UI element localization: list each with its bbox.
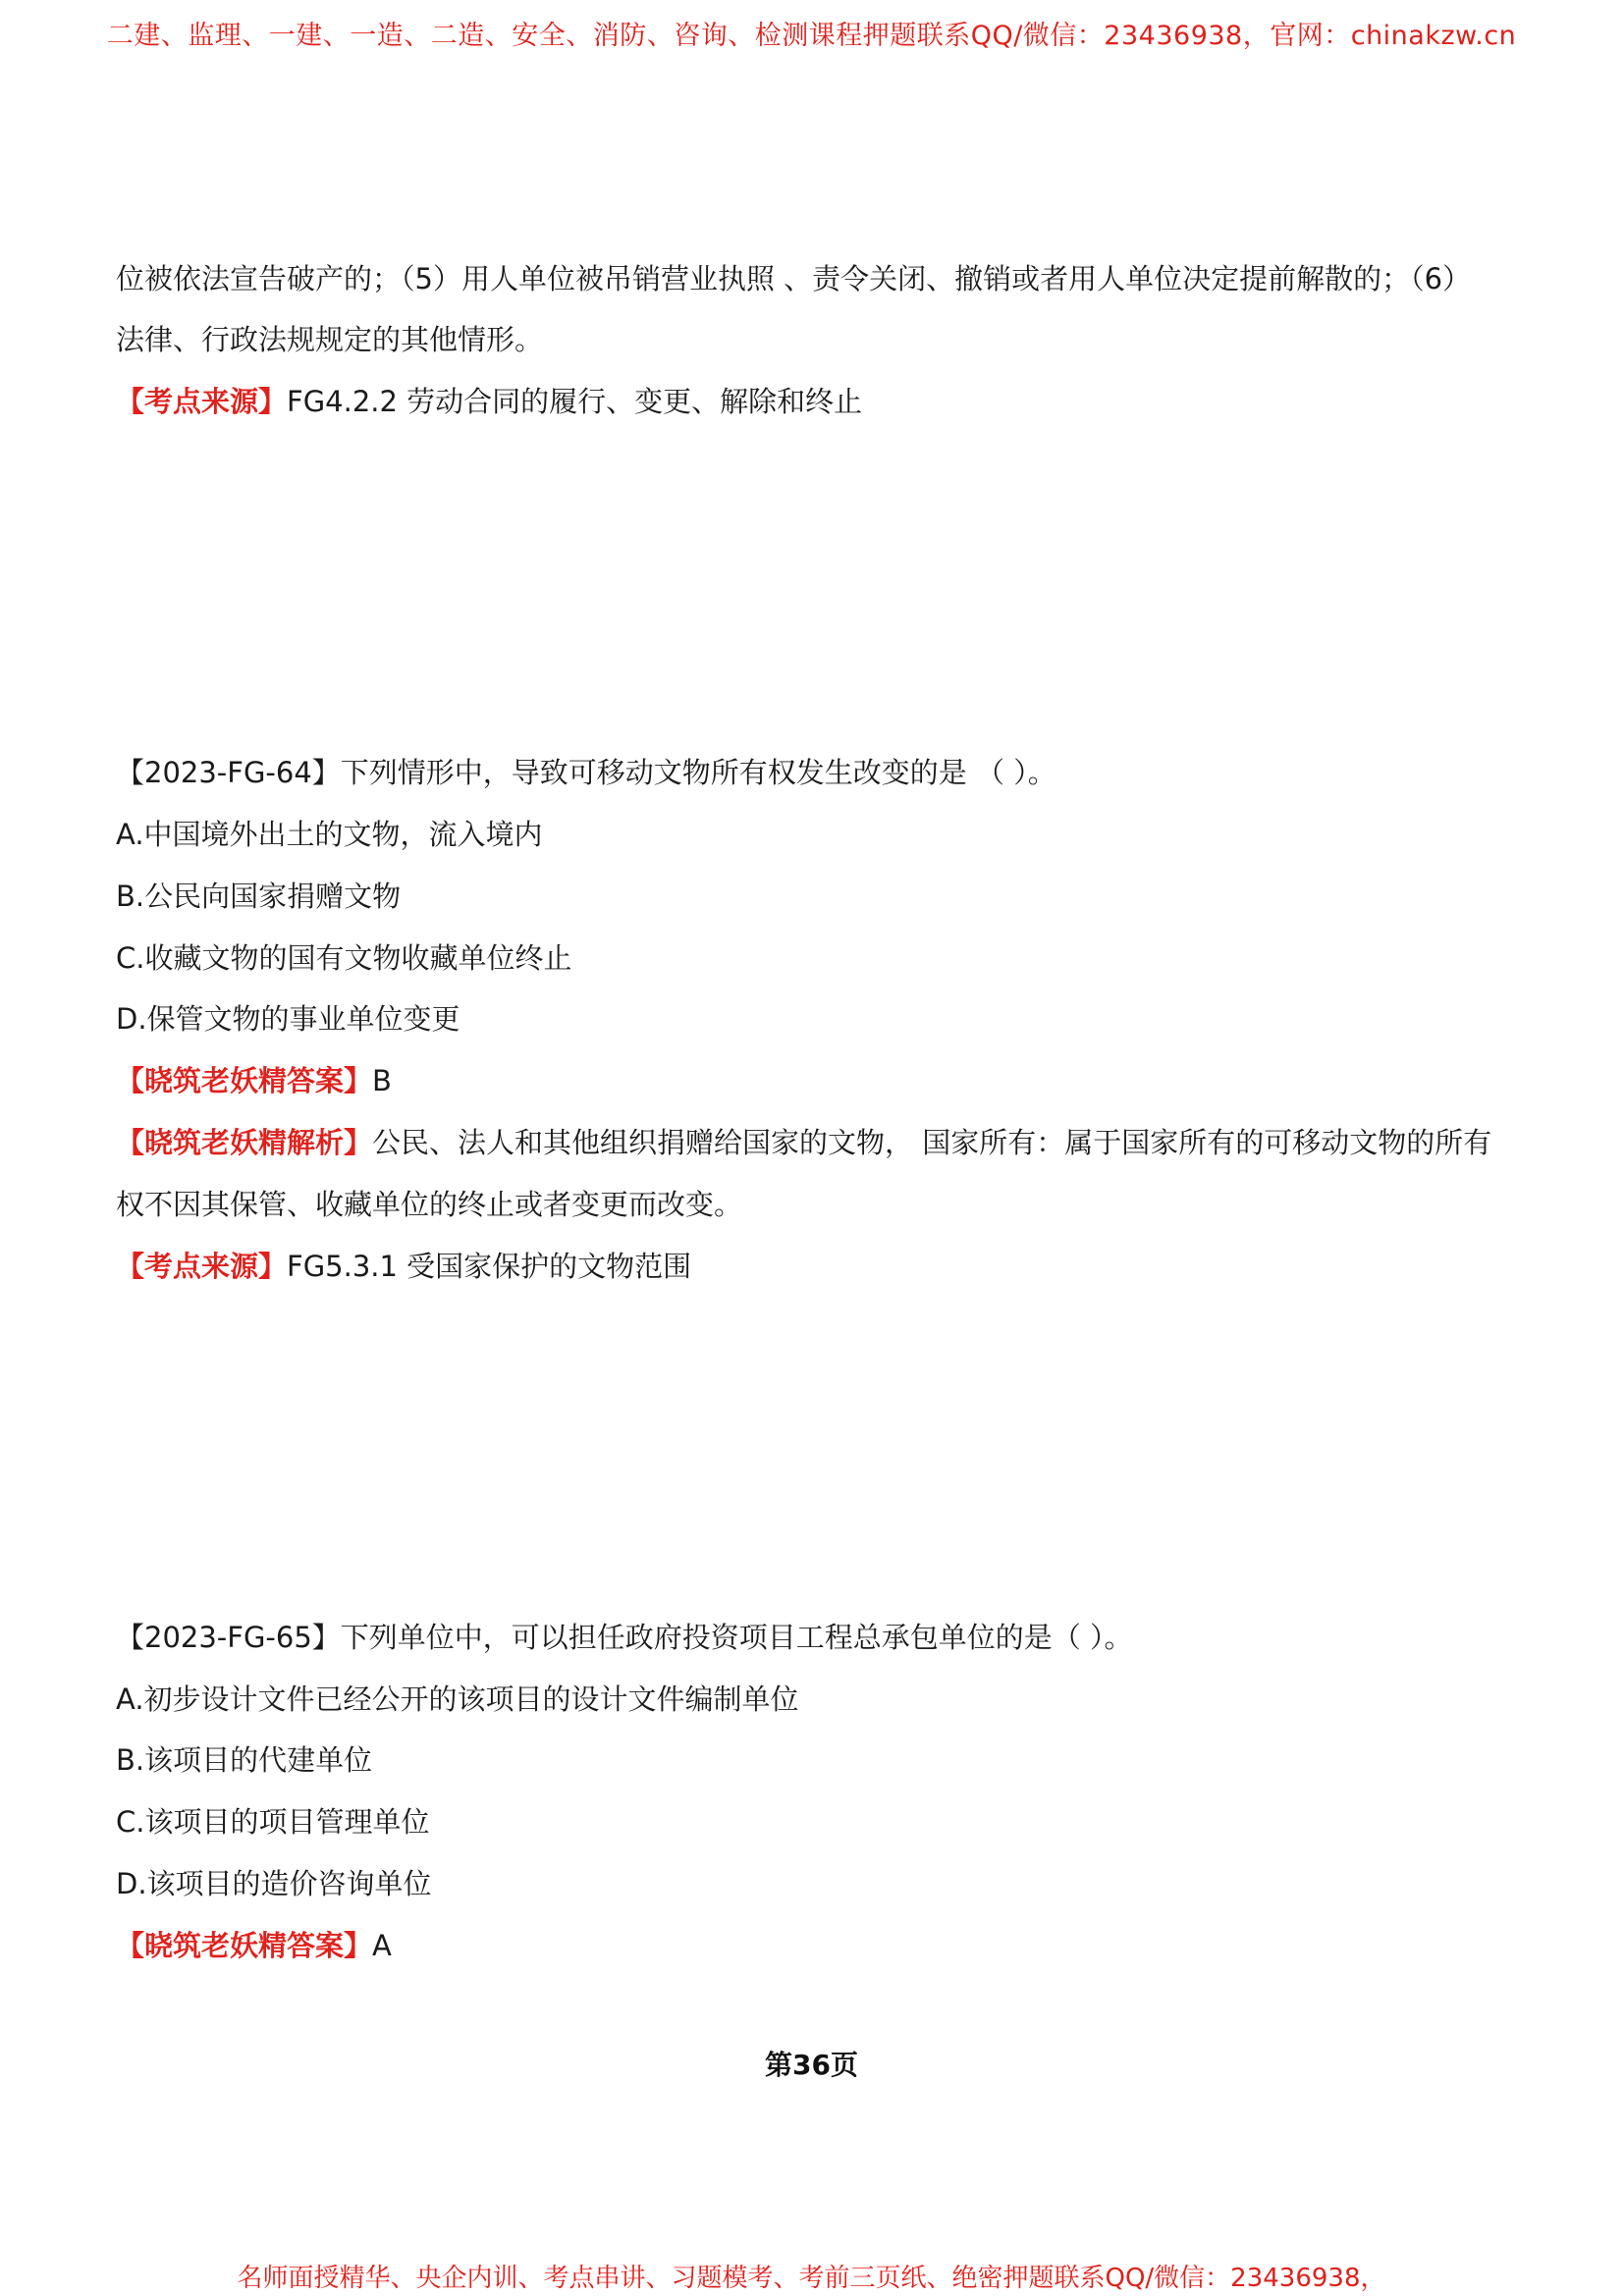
q65-option-a: A.初步设计文件已经公开的该项目的设计文件编制单位	[116, 1682, 799, 1716]
prev-text-line-2: 法律、行政法规规定的其他情形。	[116, 323, 544, 356]
q64-option-c: C.收藏文物的国有文物收藏单位终止	[116, 941, 572, 975]
q64-answer-line	[116, 1061, 392, 1100]
q65-answer-line	[116, 1926, 392, 1965]
page-number: 第36页	[765, 2049, 858, 2081]
q64-option-d: D.保管文物的事业单位变更	[116, 1002, 460, 1036]
answer-value: A	[372, 1929, 392, 1962]
q64-analysis-line-2: 权不因其保管、收藏单位的终止或者变更而改变。	[116, 1188, 743, 1221]
q65-stem: 【2023-FG-65】下列单位中，可以担任政府投资项目工程总承包单位的是（ ）。	[116, 1621, 1133, 1654]
answer-value: B	[372, 1064, 392, 1097]
source-tag: 【考点来源】	[116, 1250, 288, 1283]
source-tag: 【考点来源】	[116, 385, 288, 418]
prev-text-line-1: 位被依法宣告破产的；（5）用人单位被吊销营业执照 、责令关闭、撤销或者用人单位决定提前解散的；（6）	[116, 262, 1472, 295]
q64-source-line	[116, 1247, 691, 1286]
footer-banner: 名师面授精华、央企内训、考点串讲、习题模考、考前三页纸、绝密押题联系QQ/微信：23436938，	[237, 2264, 1386, 2293]
q64-option-a: A.中国境外出土的文物，流入境内	[116, 818, 543, 851]
answer-tag: 【晓筑老妖精答案】	[116, 1064, 373, 1097]
q64-option-b: B.公民向国家捐赠文物	[116, 880, 402, 913]
q65-option-b: B.该项目的代建单位	[116, 1743, 373, 1777]
source-text: FG4.2.2 劳动合同的履行、变更、解除和终止	[287, 385, 863, 418]
answer-tag: 【晓筑老妖精答案】	[116, 1929, 373, 1962]
header-banner: 二建、监理、一建、一造、二造、安全、消防、咨询、检测课程押题联系QQ/微信：23436938，官网：chinakzw.cn	[106, 21, 1517, 51]
source-text: FG5.3.1 受国家保护的文物范围	[287, 1250, 692, 1283]
q65-option-d: D.该项目的造价咨询单位	[116, 1867, 432, 1900]
analysis-text-1: 公民、法人和其他组织捐赠给国家的文物， 国家所有：属于国家所有的可移动文物的所有	[372, 1126, 1492, 1159]
q64-stem: 【2023-FG-64】下列情形中，导致可移动文物所有权发生改变的是 （ ）。	[116, 756, 1056, 789]
prev-source-line	[116, 382, 862, 421]
analysis-tag: 【晓筑老妖精解析】	[116, 1126, 373, 1159]
q64-analysis-line-1	[116, 1123, 1491, 1162]
q65-option-c: C.该项目的项目管理单位	[116, 1805, 430, 1839]
